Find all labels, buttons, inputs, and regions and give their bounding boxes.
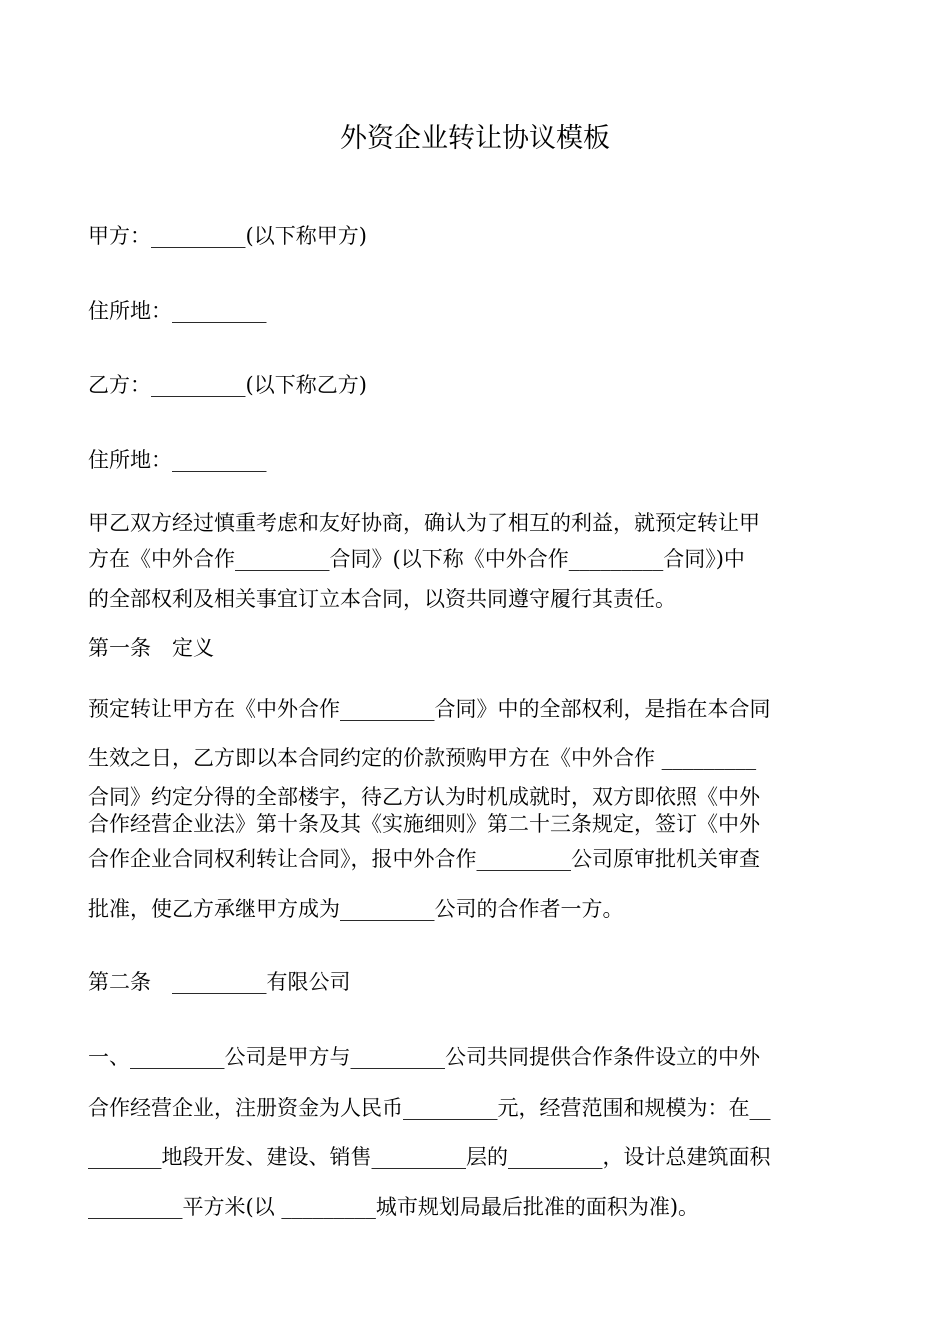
article-1-heading: 第一条 定义	[88, 636, 214, 660]
article-1-line-5: 合作企业合同权利转让合同》，报中外合作_________公司原审批机关审查	[88, 847, 760, 871]
article-1-line-1: 预定转让甲方在《中外合作_________合同》中的全部权利，是指在本合同	[88, 697, 771, 721]
article-1-line-2: 生效之日，乙方即以本合同约定的价款预购甲方在《中外合作 _________	[88, 746, 757, 770]
party-b-address-line: 住所地：_________	[88, 448, 267, 472]
article-1-line-6: 批准，使乙方承继甲方成为_________公司的合作者一方。	[88, 897, 624, 921]
article-1-line-4: 合作经营企业法》第十条及其《实施细则》第二十三条规定，签订《中外	[88, 812, 760, 836]
party-a-line: 甲方：_________(以下称甲方)	[88, 224, 367, 248]
article-2-line-4: _________平方米(以 _________城市规划局最后批准的面积为准)。	[88, 1195, 700, 1219]
article-2-line-3: _______地段开发、建设、销售_________层的_________，设计总建筑面积	[88, 1145, 771, 1169]
party-a-address-line: 住所地：_________	[88, 299, 267, 323]
preamble-line-1: 甲乙双方经过慎重考虑和友好协商，确认为了相互的利益，就预定转让甲	[88, 511, 760, 535]
preamble-line-2: 方在《中外合作_________合同》(以下称《中外合作_________合同》)中	[88, 547, 745, 571]
article-1-line-3: 合同》约定分得的全部楼宇，待乙方认为时机成就时，双方即依照《中外	[88, 785, 760, 809]
document-title: 外资企业转让协议模板	[340, 123, 610, 154]
preamble-line-3: 的全部权利及相关事宜订立本合同，以资共同遵守履行其责任。	[88, 587, 676, 611]
article-2-line-2: 合作经营企业，注册资金为人民币_________元，经营范围和规模为：在__	[88, 1096, 771, 1120]
article-2-heading: 第二条 _________有限公司	[88, 970, 351, 994]
party-b-line: 乙方：_________(以下称乙方)	[88, 373, 367, 397]
article-2-line-1: 一、_________公司是甲方与_________公司共同提供合作条件设立的中外	[88, 1045, 760, 1069]
